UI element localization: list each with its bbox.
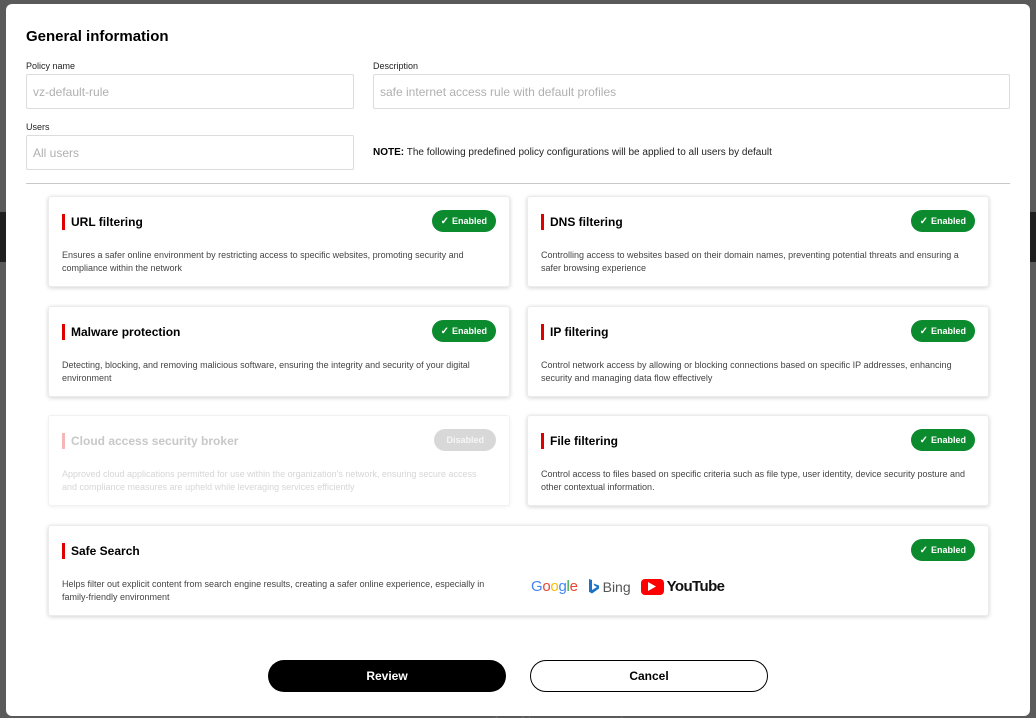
accent-bar [541, 324, 544, 340]
youtube-play-icon [641, 579, 664, 595]
section-title: General information [26, 28, 169, 45]
cancel-button[interactable]: Cancel [530, 660, 768, 692]
note-label: NOTE: [373, 147, 405, 158]
bing-icon [588, 579, 600, 595]
check-icon: ✓ [440, 215, 449, 227]
card-description: Control access to files based on specific criteria such as file type, user identity, device security posture and other contextual information. [541, 469, 966, 492]
card-malware-protection [48, 306, 510, 397]
card-cloud-access-security-broker [48, 415, 510, 506]
status-badge[interactable] [911, 429, 975, 451]
card-safe-search [48, 525, 989, 616]
card-title: Safe Search [71, 544, 140, 558]
youtube-logo [641, 578, 725, 595]
status-badge[interactable] [911, 539, 975, 561]
card-description: Approved cloud applications permitted for use within the organization's network, ensuring secure access and compliance measures are upheld while leveraging services efficiently [62, 469, 477, 492]
check-icon: ✓ [919, 544, 928, 556]
status-label: Enabled [930, 545, 966, 555]
accent-bar [62, 324, 65, 340]
divider [26, 183, 1010, 184]
description-placeholder: safe internet access rule with default profiles [380, 84, 617, 99]
card-title: IP filtering [550, 325, 609, 339]
users-input[interactable] [26, 135, 354, 170]
policy-name-placeholder: vz-default-rule [33, 84, 110, 99]
card-dns-filtering [527, 196, 989, 287]
users-placeholder: All users [33, 145, 80, 160]
review-button[interactable]: Review [268, 660, 506, 692]
check-icon: ✓ [919, 215, 928, 227]
description-input[interactable] [373, 74, 1010, 109]
card-title: Malware protection [71, 325, 181, 339]
status-label: Disabled [446, 435, 484, 445]
status-label: Enabled [930, 216, 966, 226]
policy-modal [6, 4, 1030, 716]
accent-bar [62, 214, 65, 230]
note-body: The following predefined policy configurations will be applied to all users by default [404, 147, 772, 158]
background-strip [1030, 212, 1036, 262]
status-badge[interactable] [432, 210, 496, 232]
check-icon: ✓ [440, 325, 449, 337]
card-title: File filtering [550, 434, 619, 448]
policy-name-input[interactable] [26, 74, 354, 109]
status-badge[interactable] [911, 210, 975, 232]
status-label: Enabled [930, 326, 966, 336]
accent-bar [541, 214, 544, 230]
check-icon: ✓ [919, 325, 928, 337]
status-badge[interactable] [432, 320, 496, 342]
card-title: URL filtering [71, 215, 143, 229]
google-logo: Google [531, 578, 578, 595]
card-title: DNS filtering [550, 215, 623, 229]
check-icon: ✓ [919, 434, 928, 446]
accent-bar [541, 433, 544, 449]
accent-bar [62, 433, 65, 449]
card-url-filtering [48, 196, 510, 287]
card-title: Cloud access security broker [71, 434, 239, 448]
description-label: Description [373, 61, 419, 71]
status-badge[interactable] [911, 320, 975, 342]
card-description: Controlling access to websites based on their domain names, preventing potential threats and ensuring a safer browsing experience [541, 250, 959, 273]
status-label: Enabled [451, 216, 487, 226]
status-label: Enabled [930, 435, 966, 445]
search-engine-logos [531, 578, 724, 595]
card-description: Detecting, blocking, and removing malicious software, ensuring the integrity and security of your digital environment [62, 360, 470, 383]
card-description: Control network access by allowing or blocking connections based on specific IP addresses, enhancing security and managing data flow effectively [541, 360, 952, 383]
card-description: Helps filter out explicit content from search engine results, creating a safer online experience, especially in family-friendly environment [62, 579, 485, 602]
card-ip-filtering [527, 306, 989, 397]
note-text [373, 147, 772, 158]
accent-bar [62, 543, 65, 559]
users-label: Users [26, 122, 50, 132]
youtube-label: YouTube [666, 578, 725, 595]
status-label: Enabled [451, 326, 487, 336]
bing-logo [588, 579, 631, 595]
card-description: Ensures a safer online environment by restricting access to specific websites, promoting security and compliance within the network [62, 250, 464, 273]
bing-label: Bing [602, 578, 631, 595]
policy-name-label: Policy name [26, 61, 76, 71]
card-file-filtering [527, 415, 989, 506]
status-badge[interactable] [434, 429, 496, 451]
